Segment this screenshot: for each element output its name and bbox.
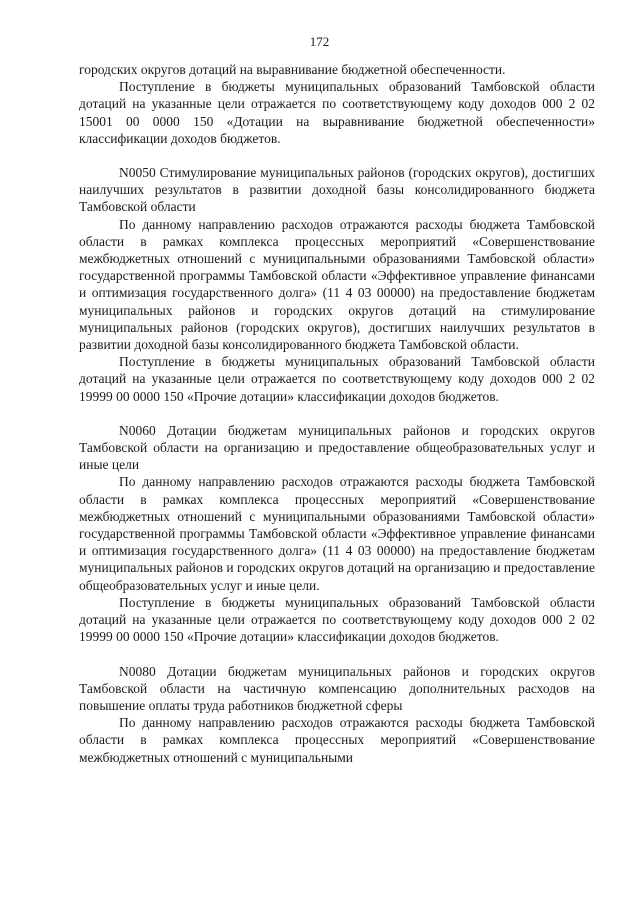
section-heading-n0080: N0080 Дотации бюджетам муниципальных районов и городских округов Тамбовской области на частичную компенсацию дополнительных расходов на повышение оплаты труда работников бюджетной сферы: [79, 663, 595, 713]
paragraph-n0080-expenses: По данному направлению расходов отражаются расходы бюджета Тамбовской области в рамках комплекса процессных мероприятий «Совершенствование межбюджетных отношений с муниципальными: [79, 715, 595, 765]
section-heading-n0050: N0050 Стимулирование муниципальных районов (городских округов), достигших наилучших результатов в развитии доходной базы консолидированного бюджета Тамбовской области: [79, 165, 595, 215]
page-number: 172: [309, 34, 330, 49]
paragraph-n0060-expenses: По данному направлению расходов отражаются расходы бюджета Тамбовской области в рамках комплекса процессных мероприятий «Совершенствование межбюджетных отношений с муниципальными образованиями Тамбовской области» государственной программы Тамбовской области «Эффективное управление финансами и оптимизация государственного долга» (11 4 03 00000) на предоставление бюджетам муниципальных районов и городских округов дотаций на организацию и предоставление общеобразовательных услуг и иные цели.: [79, 474, 595, 593]
paragraph-n0060-revenue: Поступление в бюджеты муниципальных образований Тамбовской области дотаций на указанные цели отражается по соответствующему коду доходов 000 2 02 19999 00 0000 150 «Прочие дотации» классификации доходов бюджетов.: [79, 594, 595, 645]
section-heading-n0060: N0060 Дотации бюджетам муниципальных районов и городских округов Тамбовской области на организацию и предоставление общеобразовательных услуг и иные цели: [79, 422, 595, 473]
document-body: [79, 61, 595, 766]
paragraph-n0050-revenue: Поступление в бюджеты муниципальных образований Тамбовской области дотаций на указанные цели отражается по соответствующему коду доходов 000 2 02 19999 00 0000 150 «Прочие дотации» классификации доходов бюджетов.: [79, 354, 595, 404]
paragraph-n0050-expenses: По данному направлению расходов отражаются расходы бюджета Тамбовской области в рамках комплекса процессных мероприятий «Совершенствование межбюджетных отношений с муниципальными образованиями Тамбовской области» государственной программы Тамбовской области «Эффективное управление финансами и оптимизация государственного долга» (11 4 03 00000) на предоставление бюджетам муниципальных районов и городских округов дотаций на стимулирование муниципальных районов (городских округов), достигших наилучших результатов в развитии доходной базы консолидированного бюджета Тамбовской области.: [79, 216, 595, 353]
paragraph-revenue-note-15001: Поступление в бюджеты муниципальных образований Тамбовской области дотаций на указанные цели отражается по соответствующему коду доходов 000 2 02 15001 00 0000 150 «Дотации на выравнивание бюджетной обеспеченности» классификации доходов бюджетов.: [79, 79, 595, 146]
paragraph-continuation: городских округов дотаций на выравнивание бюджетной обеспеченности.: [79, 62, 506, 77]
